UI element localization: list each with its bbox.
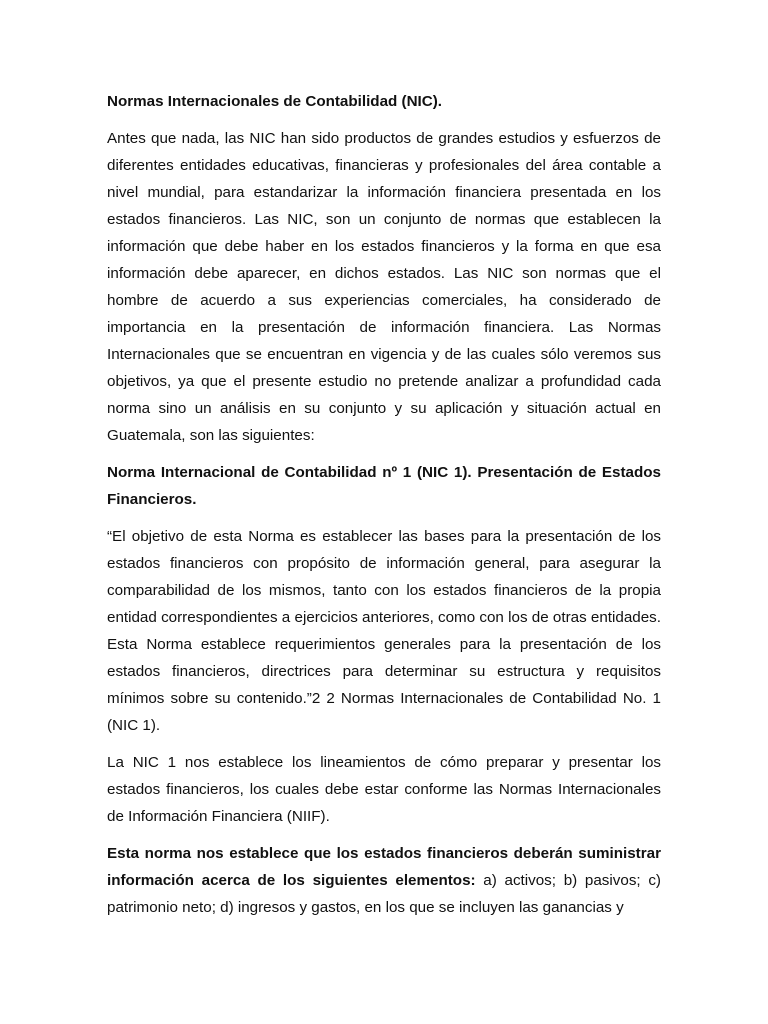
- elements-list-text: a) activos; b) pasivos; c) patrimonio neto; d) ingresos y gastos, en los que se incluyen las ganancias y: [107, 872, 661, 916]
- nic1-heading: Norma Internacional de Contabilidad nº 1 (NIC 1). Presentación de Estados Financieros.: [107, 464, 661, 508]
- elements-bold-text: Esta norma nos establece que los estados financieros deberán suministrar información acerca de los siguientes elementos:: [107, 845, 661, 889]
- intro-paragraph: Antes que nada, las NIC han sido productos de grandes estudios y esfuerzos de diferentes entidades educativas, financieras y profesionales del área contable a nivel mundial, para estandarizar la información financiera presentada en los estados financieros. Las NIC, son un conjunto de normas que establecen la información que debe haber en los estados financieros y la forma en que esa información debe aparecer, en dichos estados. Las NIC son normas que el hombre de acuerdo a sus experiencias comerciales, ha considerado de importancia en la presentación de información financiera. Las Normas Internacionales que se encuentran en vigencia y de las cuales sólo veremos sus objetivos, ya que el presente estudio no pretende analizar a profundidad cada norma sino un análisis en su conjunto y su aplicación y situación actual en Guatemala, son las siguientes:: [107, 130, 661, 444]
- document-title: Normas Internacionales de Contabilidad (NIC).: [107, 93, 443, 110]
- elements-paragraph: [107, 840, 661, 921]
- nic1-quote-paragraph: “El objetivo de esta Norma es establecer las bases para la presentación de los estados financieros con propósito de información general, para asegurar la comparabilidad de los mismos, tanto con los estados financieros de la propia entidad correspondientes a ejercicios anteriores, como con los de otras entidades. Esta Norma establece requerimientos generales para la presentación de los estados financieros, directrices para determinar su estructura y requisitos mínimos sobre su contenido.”2 2 Normas Internacionales de Contabilidad No. 1 (NIC 1).: [107, 528, 661, 734]
- nic1-explanation-paragraph: La NIC 1 nos establece los lineamientos de cómo preparar y presentar los estados financieros, los cuales debe estar conforme las Normas Internacionales de Información Financiera (NIIF).: [107, 754, 661, 825]
- document-page: [107, 88, 661, 931]
